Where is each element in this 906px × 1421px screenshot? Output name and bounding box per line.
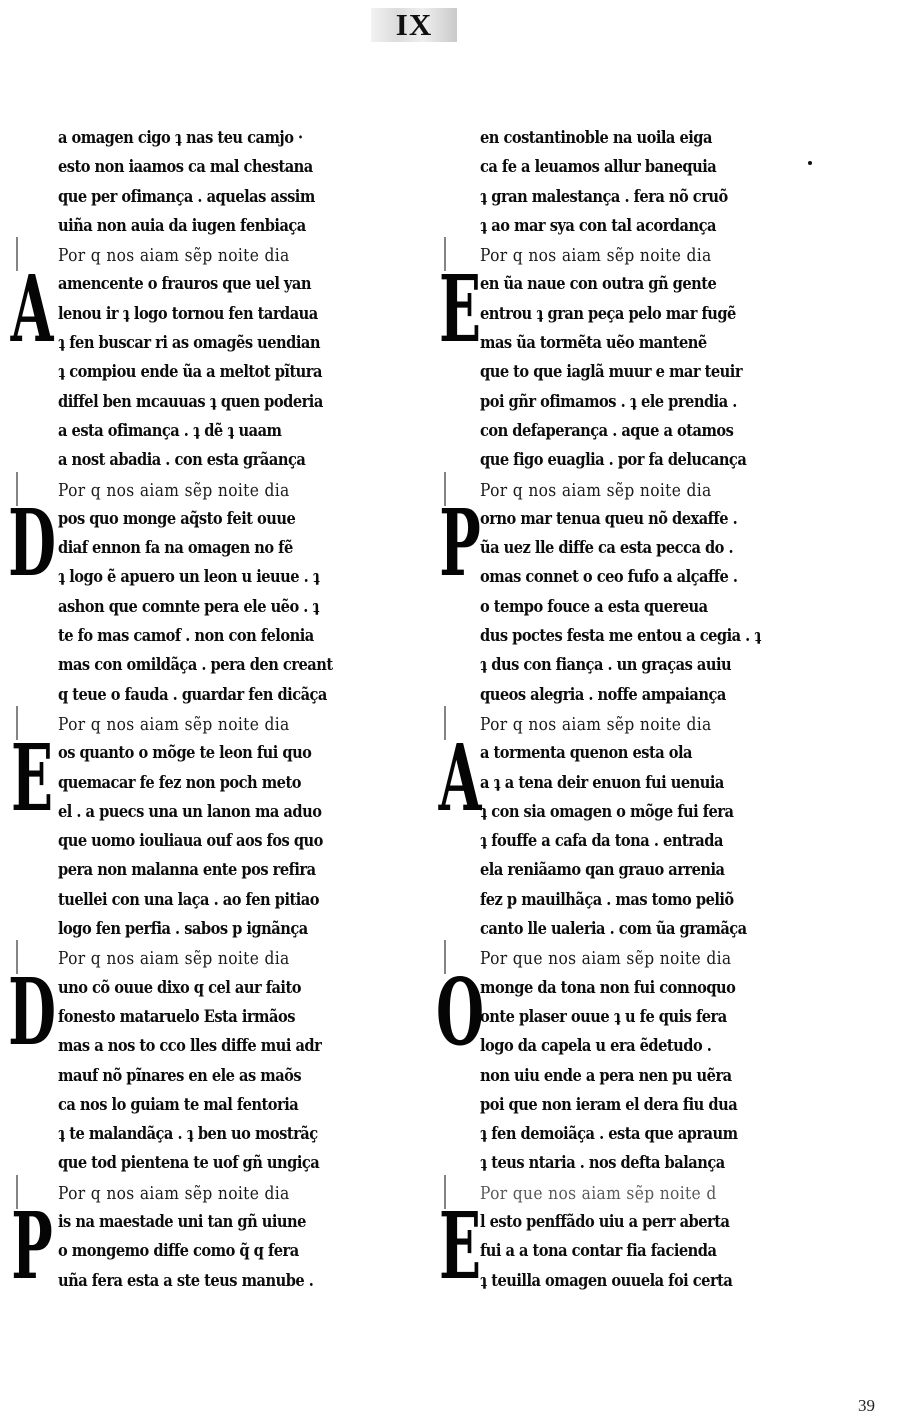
initial-letter: E (10, 723, 54, 832)
text-line: uno cõ ouue dixo q cel aur faito (58, 977, 301, 998)
text-line: que uomo iouliaua ouf aos fos quo (58, 831, 323, 852)
flourish-line (444, 706, 445, 740)
initial-letter: A (438, 723, 482, 832)
page-number: 39 (858, 1396, 875, 1415)
right-text-column (480, 124, 798, 1296)
decorated-initial (10, 254, 54, 363)
chapter-numeral: IX (395, 7, 433, 42)
decorated-initial (438, 254, 482, 363)
text-line: os quanto o mõge te leon fui quo (58, 743, 312, 764)
flourish-line (16, 940, 17, 974)
text-line: pera non malanna ente pos refira (58, 860, 316, 881)
refrain-line: Por q nos aiam sẽp noite dia (58, 479, 290, 501)
refrain-line: Por q nos aiam sẽp noite dia (58, 948, 290, 970)
text-line: pos quo monge aq̃sto feit ouue (58, 508, 296, 529)
text-line: ʇ fen demoiãça . esta que apraum (480, 1124, 738, 1145)
decorated-initial (438, 723, 482, 832)
initial-letter: E (438, 254, 482, 363)
flourish-line (444, 237, 445, 271)
text-line: dus poctes festa me entou a cegia . ʇ (480, 626, 761, 647)
text-line: que to que iaglã muur e mar teuir (480, 362, 743, 383)
refrain-line: Por que nos aiam sẽp noite dia (480, 948, 732, 970)
text-line: omas connet o ceo fufo a alçaffe . (480, 567, 738, 588)
refrain-line: Por q nos aiam sẽp noite dia (58, 1182, 290, 1204)
text-line: que per ofimança . aquelas assim (58, 186, 315, 207)
text-line: orno mar tenua queu nõ dexaffe . (480, 508, 738, 529)
text-line: quemacar fe fez non poch meto (58, 772, 301, 793)
decorated-initial (11, 1192, 53, 1301)
text-line: uiña non auia da iugen fenbiaça (58, 215, 306, 236)
text-line: en costantinoble na uoila eiga (480, 128, 712, 148)
text-line: mas con omildãça . pera den creant (58, 655, 333, 676)
initial-letter: P (439, 489, 481, 598)
text-line: ʇ logo ẽ apuero un leon u ieuue . ʇ (58, 567, 320, 588)
text-line: uña fera esta a ste teus manube . (58, 1270, 314, 1291)
text-line: que tod pientena te uof gñ ungiça (58, 1153, 320, 1174)
text-line: entrou ʇ gran peça pelo mar fugẽ (480, 303, 736, 324)
decorated-initial (438, 1192, 482, 1301)
text-line: a esta ofimança . ʇ dẽ ʇ uaam (58, 420, 282, 441)
text-line: amencente o frauros que uel yan (58, 274, 311, 295)
ink-speck (808, 161, 812, 165)
text-line: ʇ fouffe a cafa da tona . entrada (480, 831, 723, 852)
text-line: mas a nos to cco lles diffe mui adr (58, 1036, 322, 1057)
text-line: ʇ te malandãça . ʇ ben uo mostrãç (58, 1124, 318, 1145)
text-line: ʇ teuilla omagen ouuela foi certa (480, 1270, 733, 1291)
decorated-initial (439, 489, 481, 598)
initial-letter: D (8, 957, 56, 1066)
initial-letter: A (10, 254, 54, 363)
text-line: ʇ teus ntaria . nos defta balança (480, 1153, 725, 1174)
text-line: poi que non ieram el dera fiu dua (480, 1094, 738, 1115)
text-line: esto non iaamos ca mal chestana (58, 157, 313, 178)
text-line: ũa uez lle diffe ca esta pecca do . (480, 538, 734, 559)
text-line: is na maestade uni tan gñ uiune (58, 1211, 306, 1232)
initial-letter: E (438, 1192, 482, 1301)
text-line: a ʇ a tena deir enuon fui uenuia (480, 772, 724, 793)
decorated-initial (435, 957, 485, 1066)
text-line: ʇ ao mar sya con tal acordança (480, 215, 716, 236)
chapter-heading (371, 8, 457, 42)
initial-letter: O (435, 957, 485, 1066)
text-line: o tempo fouce a esta quereua (480, 596, 708, 617)
flourish-line (444, 1175, 445, 1209)
refrain-line: Por que nos aiam sẽp noite d (480, 1182, 717, 1204)
text-line: mas ũa tormẽta uẽo mantenẽ (480, 333, 707, 354)
text-line: ashon que comnte pera ele uẽo . ʇ (58, 596, 320, 617)
text-line: canto lle ualeria . com ũa gramãça (480, 919, 747, 940)
text-line: diaf ennon fa na omagen no fẽ (58, 538, 293, 559)
flourish-line (16, 237, 17, 271)
text-line: con defaperança . aque a otamos (480, 420, 734, 441)
flourish-line (444, 940, 445, 974)
text-line: fonesto mataruelo Esta irmãos (58, 1006, 295, 1027)
text-line: ʇ fen buscar ri as omagẽs uendian (58, 333, 320, 354)
text-line: ʇ dus con fiança . un graças auiu (480, 655, 732, 676)
flourish-line (444, 472, 445, 506)
text-line: mauf nõ pĩnares en ele as maõs (58, 1065, 302, 1086)
text-line: fui a a tona contar fia facienda (480, 1241, 717, 1262)
text-line: fez p mauilhãça . mas tomo peliõ (480, 889, 734, 910)
refrain-line: Por q nos aiam sẽp noite dia (58, 245, 290, 267)
text-line: ela reniãamo qan grauo arrenia (480, 860, 725, 881)
text-line: que figo euaglia . por fa delucança (480, 450, 747, 471)
text-line: el . a puecs una un lanon ma aduo (58, 801, 322, 822)
text-line: a omagen cigo ʇ nas teu camjo · (58, 128, 303, 148)
text-line: ʇ con sia omagen o mõge fui fera (480, 801, 734, 822)
decorated-initial (10, 723, 54, 832)
text-line: ca fe a leuamos allur banequia (480, 157, 717, 178)
text-line: logo da capela u era ẽdetudo . (480, 1036, 712, 1057)
text-line: onte plaser ouue ʇ u fe quis fera (480, 1006, 727, 1027)
text-line: l esto penffãdo uiu a perr aberta (480, 1211, 730, 1232)
text-line: queos alegria . noffe ampaiança (480, 684, 726, 705)
text-line: a tormenta quenon esta ola (480, 743, 692, 764)
flourish-line (16, 472, 17, 506)
refrain-line: Por q nos aiam sẽp noite dia (480, 245, 712, 267)
text-line: q teue o fauda . guardar fen dicãça (58, 684, 327, 705)
text-line: lenou ir ʇ logo tornou fen tardaua (58, 303, 318, 324)
text-line: poi gñr ofimamos . ʇ ele prendia . (480, 391, 737, 412)
left-text-column (58, 124, 378, 1296)
text-line: diffel ben mcauuas ʇ quen poderia (58, 391, 323, 412)
text-line: logo fen perfia . sabos p ignãnça (58, 919, 308, 940)
refrain-line: Por q nos aiam sẽp noite dia (480, 713, 712, 735)
decorated-initial (8, 489, 56, 598)
decorated-initial (8, 957, 56, 1066)
text-line: monge da tona non fui connoquo (480, 977, 736, 998)
text-line: ʇ compiou ende ũa a meltot pĩtura (58, 362, 322, 383)
text-line: a nost abadia . con esta grãança (58, 450, 306, 471)
text-line: non uiu ende a pera nen pu uẽra (480, 1065, 732, 1086)
initial-letter: D (8, 489, 56, 598)
text-line: ʇ gran malestança . fera nõ cruõ (480, 186, 728, 207)
text-line: ca nos lo guiam te mal fentoria (58, 1094, 299, 1115)
text-line: o mongemo diffe como q̃ q fera (58, 1241, 299, 1262)
text-line: tuellei con una laça . ao fen pitiao (58, 889, 319, 910)
initial-letter: P (11, 1192, 53, 1301)
refrain-line: Por q nos aiam sẽp noite dia (58, 713, 290, 735)
refrain-line: Por q nos aiam sẽp noite dia (480, 479, 712, 501)
text-line: te fo mas camof . non con felonia (58, 626, 314, 647)
text-line: en ũa naue con outra gñ gente (480, 274, 717, 295)
flourish-line (16, 706, 17, 740)
flourish-line (16, 1175, 17, 1209)
